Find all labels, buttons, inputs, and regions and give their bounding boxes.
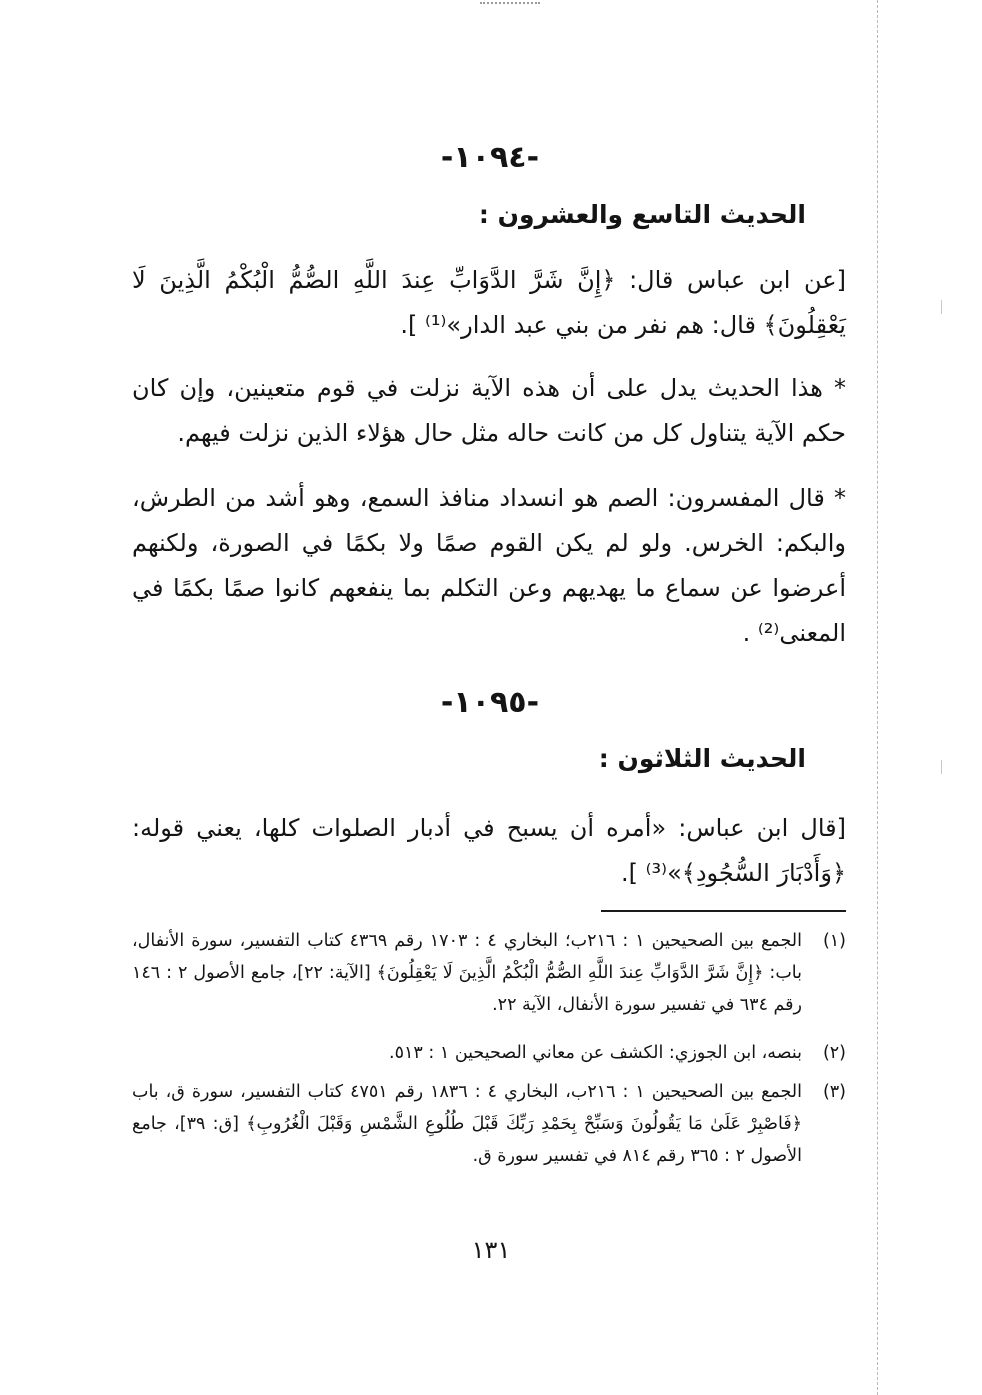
hadith-number-1094: -١٠٩٤- <box>440 140 540 175</box>
hadith-29-text: [عن ابن عباس قال: ﴿إِنَّ شَرَّ الدَّوَابِّ عِندَ اللَّهِ الصُّمُّ الْبُكْمُ الَّذِينَ لَا يَعْقِلُونَ﴾ قال: هم نفر من بني عبد الدار»⁽¹⁾ ]. <box>132 266 846 339</box>
footnote-text: الجمع بين الصحيحين ١ : ٢١٦ب، البخاري ٤ : ١٨٣٦ رقم ٤٧٥١ كتاب التفسير، سورة ق، باب ﴿فَاصْبِرْ عَلَىٰ مَا يَقُولُونَ وَسَبِّحْ بِحَمْدِ رَبِّكَ قَبْلَ طُلُوعِ الشَّمْسِ وَقَبْلَ الْغُرُوبِ﴾ [ق: ٣٩]، جامع الأصول ٢ : ٣٦٥ رقم ٨١٤ في تفسير سورة ق. <box>132 1082 802 1166</box>
edge-tick <box>941 300 942 314</box>
footnote-2 <box>132 1037 846 1069</box>
binding-edge-line <box>877 0 878 1395</box>
commentary-29-note-2: * قال المفسرون: الصم هو انسداد منافذ السمع، وهو أشد من الطرش، والبكم: الخرس. ولو لم يكن القوم صمًا ولا بكمًا في الصورة، ولكنهم أعرضوا عن سماع ما يهديهم وعن التكلم بما ينفعهم كانوا صمًا بكمًا في المعنى⁽²⁾ . <box>132 484 846 647</box>
footnote-1 <box>132 925 846 1021</box>
footnote-number: (١) <box>822 931 846 951</box>
footnote-text: الجمع بين الصحيحين ١ : ٢١٦ب؛ البخاري ٤ : ١٧٠٣ رقم ٤٣٦٩ كتاب التفسير، سورة الأنفال، باب: ﴿إِنَّ شَرَّ الدَّوَابِّ عِندَ اللَّهِ الصُّمُّ الْبُكْمُ الَّذِينَ لَا يَعْقِلُونَ﴾ [الآية: ٢٢]، جامع الأصول ٢ : ١٤٦ رقم ٦٣٤ في تفسير سورة الأنفال، الآية ٢٢. <box>132 931 802 1015</box>
hadith-number-1095: -١٠٩٥- <box>440 685 540 720</box>
footnote-separator <box>601 910 846 912</box>
footnote-number: (٣) <box>822 1082 846 1102</box>
footnote-3 <box>132 1076 846 1172</box>
footnote-text: بنصه، ابن الجوزي: الكشف عن معاني الصحيحين ١ : ٥١٣. <box>389 1043 802 1063</box>
footnote-number: (٢) <box>822 1043 846 1063</box>
top-scan-mark <box>480 2 540 4</box>
commentary-29-note-1: * هذا الحديث يدل على أن هذه الآية نزلت في قوم متعينين، وإن كان حكم الآية يتناول كل من كانت حاله مثل حال هؤلاء الذين نزلت فيهم. <box>132 374 846 447</box>
page-number: ١٣١ <box>471 1236 511 1264</box>
edge-tick <box>941 760 942 774</box>
section-title-30: الحديث الثلاثون : <box>598 744 806 773</box>
section-title-29: الحديث التاسع والعشرون : <box>478 200 806 229</box>
hadith-30-text: [قال ابن عباس: «أمره أن يسبح في أدبار الصلوات كلها، يعني قوله: ﴿وَأَدْبَارَ السُّجُودِ﴾»⁽³⁾ ]. <box>132 814 846 887</box>
